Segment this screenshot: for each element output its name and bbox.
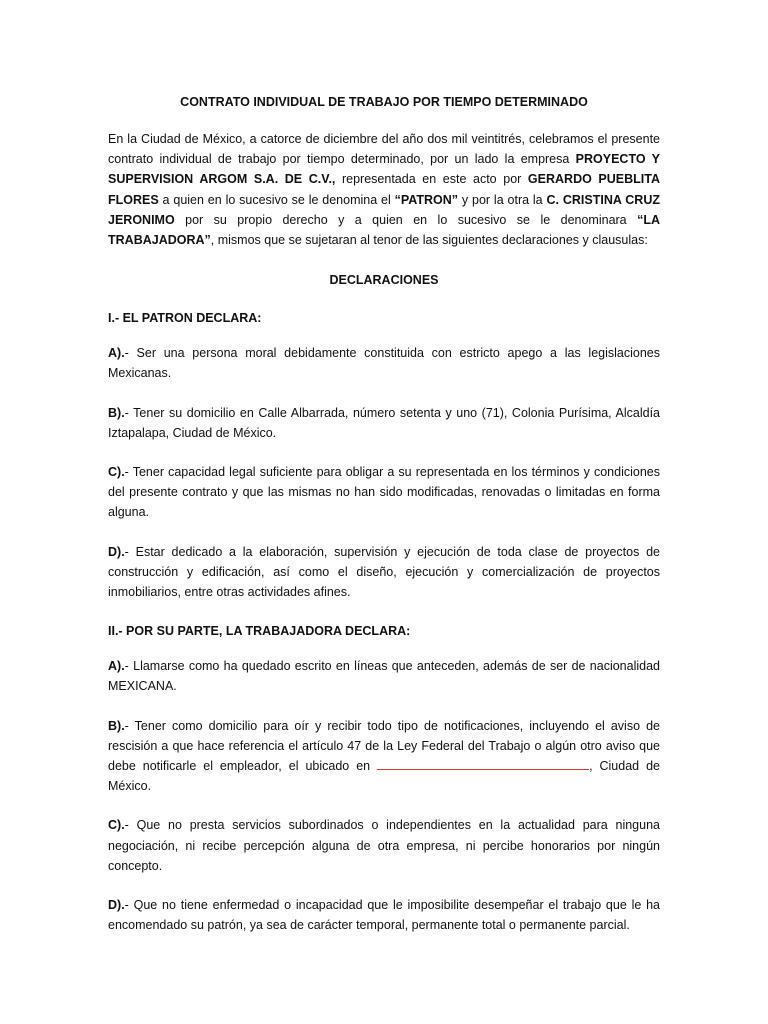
clause-letter: D). bbox=[108, 898, 125, 913]
clause-text: - Tener su domicilio en Calle Albarrada, número setenta y uno (71), Colonia Purísima, Alcaldía Iztapalapa, Ciudad de México. bbox=[108, 405, 660, 440]
clause-letter: C). bbox=[108, 818, 125, 833]
clause-2d bbox=[108, 895, 660, 935]
intro-text: representada en este acto por bbox=[335, 172, 528, 187]
clause-text: - Que no presta servicios subordinados o independientes en la actualidad para ninguna negociación, ni recibe percepción alguna de otra empresa, ni percibe honorarios por ningún concepto. bbox=[108, 818, 660, 873]
document-title: CONTRATO INDIVIDUAL DE TRABAJO POR TIEMPO DETERMINADO bbox=[180, 95, 588, 109]
clause-2a bbox=[108, 656, 660, 696]
clause-letter: A). bbox=[108, 659, 125, 674]
address-blank-line[interactable] bbox=[377, 757, 589, 770]
representative-name: GERARDO PUEBLITA FLORES bbox=[108, 172, 660, 207]
intro-text: a quien en lo sucesivo se le denomina el bbox=[158, 192, 395, 207]
clause-text: - Ser una persona moral debidamente constituida con estricto apego a las legislaciones Mexicanas. bbox=[108, 346, 660, 381]
clause-2b bbox=[108, 716, 660, 797]
clause-text: - Estar dedicado a la elaboración, supervisión y ejecución de toda clase de proyectos de construcción y edificación, así como el diseño, ejecución y comercialización de proyectos inmobiliarios, entre otras actividades afines. bbox=[108, 544, 660, 600]
clause-text: - Tener como domicilio para oír y recibir todo tipo de notificaciones, incluyendo el aviso de rescisión a que hace referencia el artículo 47 de la Ley Federal del Trabajo o algún otro aviso que debe notificarle el empleador, el ubicado en bbox=[108, 718, 660, 774]
clause-text: - Llamarse como ha quedado escrito en líneas que anteceden, además de ser de nacionalidad MEXICANA. bbox=[108, 659, 660, 694]
clause-letter: B). bbox=[108, 718, 125, 733]
clause-letter: D). bbox=[108, 544, 125, 559]
intro-text: por su propio derecho y a quien en lo sucesivo se le denominara bbox=[174, 212, 638, 227]
section-2-heading: II.- POR SU PARTE, LA TRABAJADORA DECLARA: bbox=[108, 624, 411, 639]
worker-alias: “LA TRABAJADORA” bbox=[108, 212, 660, 248]
patron-alias: “PATRON” bbox=[394, 192, 459, 207]
worker-name: C. CRISTINA CRUZ JERONIMO bbox=[108, 192, 660, 227]
clause-letter: B). bbox=[108, 405, 125, 420]
intro-text: , mismos que se sujetaran al tenor de las siguientes declaraciones y clausulas: bbox=[210, 233, 648, 248]
intro-text: En la Ciudad de México, a catorce de diciembre del año dos mil veintitrés, celebramos el presente contrato individual de trabajo por tiempo determinado, por un lado la empresa bbox=[108, 132, 660, 167]
intro-text: y por la otra la bbox=[458, 192, 547, 207]
clause-1a bbox=[108, 343, 660, 383]
clause-text: - Tener capacidad legal suficiente para obligar a su representada en los términos y condiciones del presente contrato y que las mismas no han sido modificadas, renovadas o limitadas en forma alguna. bbox=[108, 465, 660, 520]
clause-2c bbox=[108, 815, 660, 876]
clause-text: , Ciudad de México. bbox=[108, 759, 660, 794]
company-name: PROYECTO Y SUPERVISION ARGOM S.A. DE C.V., bbox=[108, 152, 661, 187]
declarations-heading: DECLARACIONES bbox=[329, 273, 439, 288]
clause-text: - Que no tiene enfermedad o incapacidad que le imposibilite desempeñar el trabajo que le ha encomendado su patrón, ya sea de carácter temporal, permanente total o permanente parcial. bbox=[108, 898, 660, 933]
section-1-heading: I.- EL PATRON DECLARA: bbox=[108, 311, 262, 326]
clause-letter: A). bbox=[108, 346, 125, 361]
clause-letter: C). bbox=[108, 465, 125, 480]
clause-1b bbox=[108, 403, 660, 443]
clause-1c bbox=[108, 462, 660, 523]
intro-paragraph bbox=[108, 129, 660, 250]
clause-1d bbox=[108, 542, 660, 603]
